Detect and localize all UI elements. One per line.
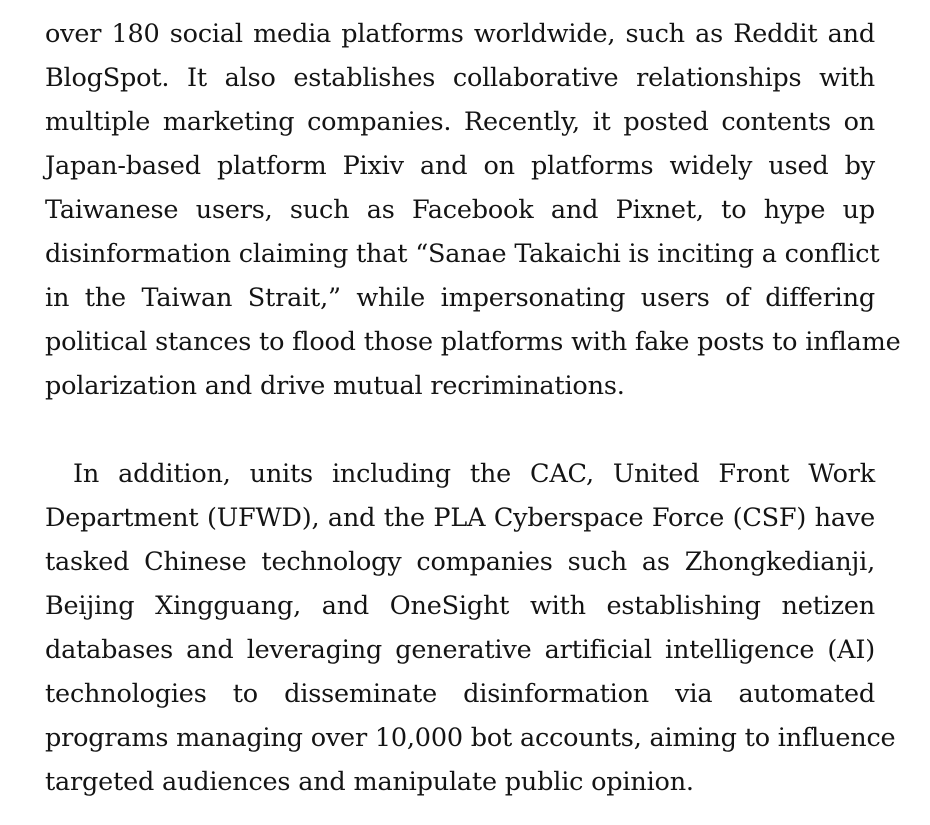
text-line: BlogSpot. It also establishes collaborative relationships with	[45, 63, 875, 93]
document-page	[45, 12, 901, 804]
text-line: over 180 social media platforms worldwide, such as Reddit and	[45, 19, 875, 49]
text-line: Department (UFWD), and the PLA Cyberspace Force (CSF) have	[45, 503, 875, 533]
paragraph-spacer	[45, 408, 875, 452]
paragraph-2	[45, 452, 896, 804]
text-line: Beijing Xingguang, and OneSight with establishing netizen	[45, 591, 875, 621]
text-line: multiple marketing companies. Recently, it posted contents on	[45, 107, 875, 137]
text-line: Taiwanese users, such as Facebook and Pixnet, to hype up	[45, 195, 875, 225]
paragraph-1	[45, 12, 901, 408]
text-line: in the Taiwan Strait,” while impersonating users of differing	[45, 283, 875, 313]
text-line: programs managing over 10,000 bot accounts, aiming to influence	[45, 723, 896, 753]
text-line: disinformation claiming that “Sanae Takaichi is inciting a conflict	[45, 239, 880, 269]
text-line: databases and leveraging generative artificial intelligence (AI)	[45, 635, 875, 665]
text-line: political stances to flood those platforms with fake posts to inflame	[45, 327, 901, 357]
text-line: In addition, units including the CAC, United Front Work	[73, 459, 875, 489]
text-line: targeted audiences and manipulate public opinion.	[45, 767, 694, 797]
text-line: Japan-based platform Pixiv and on platforms widely used by	[45, 151, 875, 181]
text-line: technologies to disseminate disinformation via automated	[45, 679, 875, 709]
text-line: polarization and drive mutual recriminations.	[45, 371, 625, 401]
text-line: tasked Chinese technology companies such as Zhongkedianji,	[45, 547, 875, 577]
